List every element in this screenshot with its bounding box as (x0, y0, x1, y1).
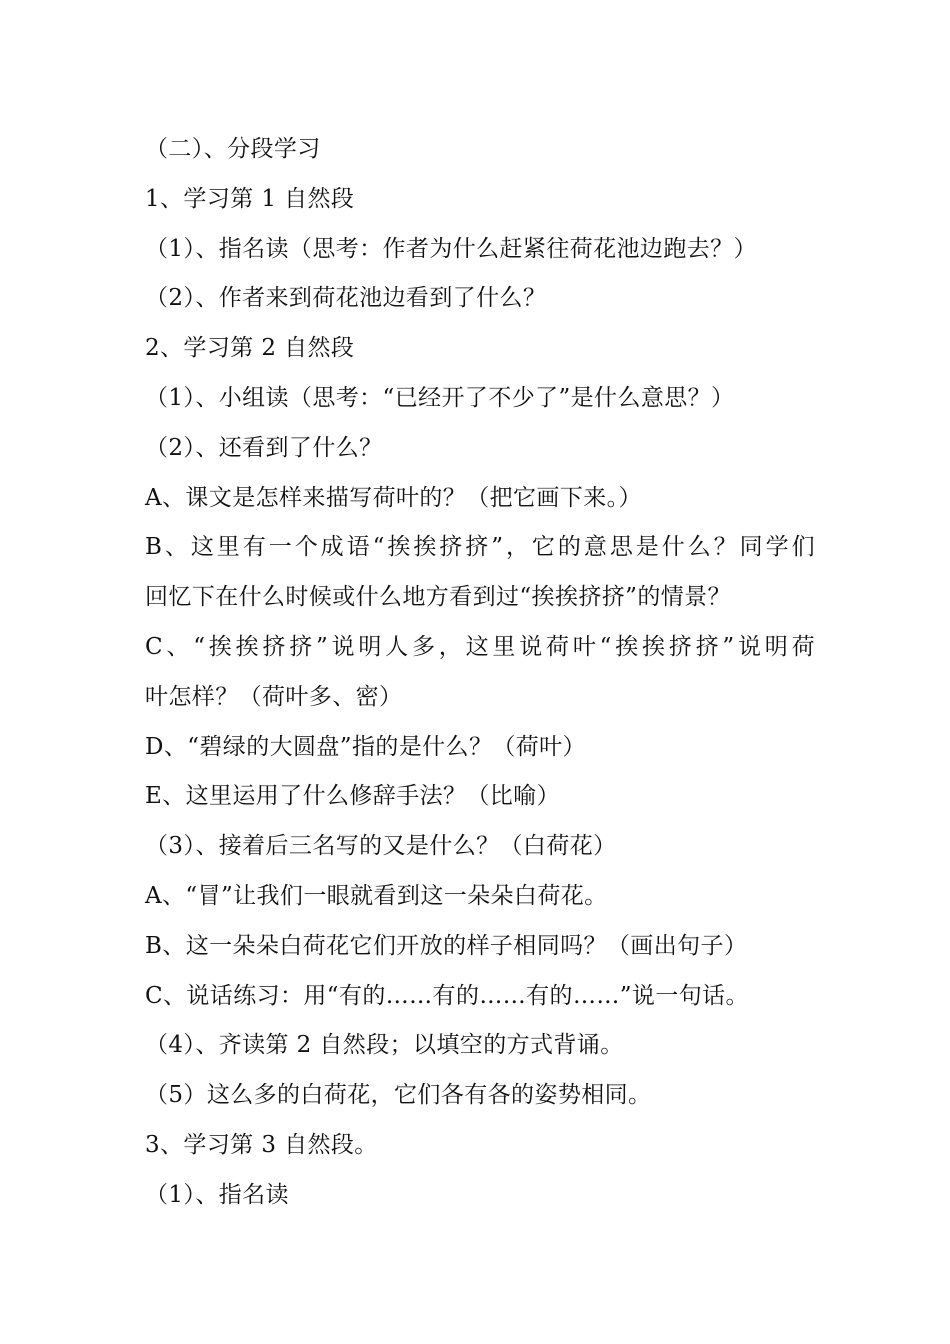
question-c-line-1: C、“挨挨挤挤”说明人多，这里说荷叶“挨挨挤挤”说明荷 (145, 633, 815, 660)
question-e: E、这里运用了什么修辞手法？（比喻） (145, 783, 560, 810)
question-b-line-2: 回忆下在什么时候或什么地方看到过“挨挨挤挤”的情景？ (145, 584, 731, 611)
step-3-item-1: （1）、指名读 (145, 1181, 289, 1208)
step-1-heading: 1、学习第 1 自然段 (145, 185, 355, 212)
item-3-b: B、这一朵朵白荷花它们开放的样子相同吗？（画出句子） (145, 932, 748, 959)
step-1-item-2: （2）、作者来到荷花池边看到了什么？ (145, 285, 547, 312)
question-d: D、“碧绿的大圆盘”指的是什么？（荷叶） (145, 733, 586, 760)
item-3-c: C、说话练习：用“有的……有的……有的……”说一句话。 (145, 982, 749, 1009)
step-2-item-1: （1）、小组读（思考：“已经开了不少了”是什么意思？） (145, 384, 735, 411)
step-2-item-2: （2）、还看到了什么？ (145, 434, 383, 461)
question-a: A、课文是怎样来描写荷叶的？（把它画下来。） (145, 484, 642, 511)
section-heading: （二）、分段学习 (145, 136, 321, 162)
question-c-line-2: 叶怎样？（荷叶多、密） (145, 683, 403, 710)
step-2-item-4: （4）、齐读第 2 自然段；以填空的方式背诵。 (145, 1032, 624, 1059)
step-2-heading: 2、学习第 2 自然段 (145, 335, 355, 362)
item-3-a: A、“冒”让我们一眼就看到这一朵朵白荷花。 (145, 882, 608, 909)
step-2-item-3: （3）、接着后三名写的又是什么？（白荷花） (145, 833, 617, 860)
step-2-item-5: （5）这么多的白荷花，它们各有各的姿势相同。 (145, 1082, 652, 1109)
document-body (145, 125, 815, 1221)
step-1-item-1: （1）、指名读（思考：作者为什么赶紧往荷花池边跑去？） (145, 235, 757, 262)
step-3-heading: 3、学习第 3 自然段。 (145, 1131, 378, 1158)
question-b-line-1: B、这里有一个成语“挨挨挤挤”，它的意思是什么？同学们 (145, 534, 815, 561)
